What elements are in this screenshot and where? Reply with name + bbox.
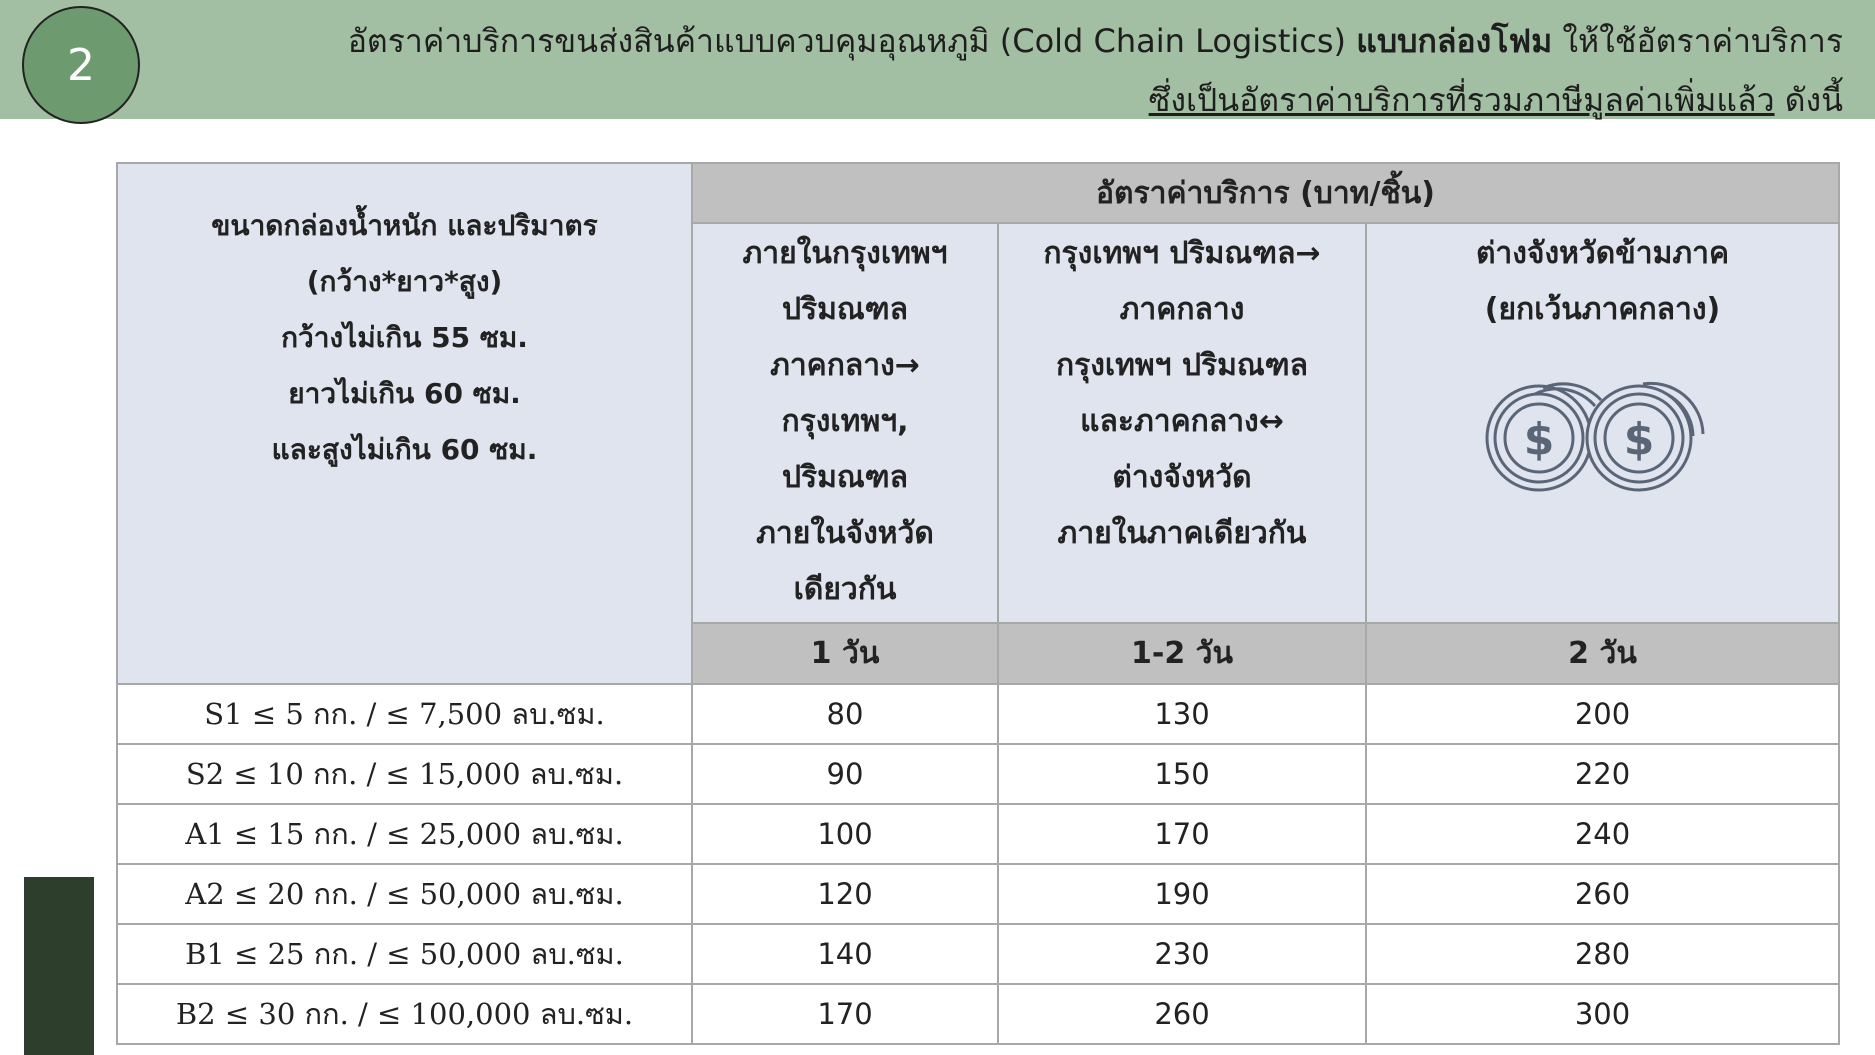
column-header-zone-3 bbox=[1366, 223, 1839, 623]
column-header-line: ภาคกลาง→ bbox=[770, 348, 920, 383]
column-header-line: ภายในกรุงเทพฯ bbox=[742, 236, 948, 271]
title-line-1 bbox=[348, 16, 1843, 67]
table-row bbox=[117, 924, 1839, 984]
left-accent-bar bbox=[24, 877, 94, 1055]
column-header-line: (ยกเว้นภาคกลาง) bbox=[1484, 292, 1721, 327]
rate-cell: 200 bbox=[1366, 684, 1839, 744]
rate-table bbox=[116, 162, 1840, 1045]
column-header-line: ต่างจังหวัด bbox=[1112, 460, 1252, 495]
days-cell-1: 1 วัน bbox=[692, 623, 998, 684]
rate-cell: 140 bbox=[692, 924, 998, 984]
table-row bbox=[117, 684, 1839, 744]
size-cell: B2 ≤ 30 กก. / ≤ 100,000 ลบ.ซม. bbox=[117, 984, 692, 1044]
rate-cell: 280 bbox=[1366, 924, 1839, 984]
size-cell: S1 ≤ 5 กก. / ≤ 7,500 ลบ.ซม. bbox=[117, 684, 692, 744]
title-underlined-text: ซึ่งเป็นอัตราค่าบริการที่รวมภาษีมูลค่าเพิ่มแล้ว bbox=[1148, 81, 1775, 119]
rate-cell: 170 bbox=[998, 804, 1366, 864]
column-header-line: ต่างจังหวัดข้ามภาค bbox=[1475, 236, 1730, 271]
size-cell: B1 ≤ 25 กก. / ≤ 50,000 ลบ.ซม. bbox=[117, 924, 692, 984]
column-header-zone-2 bbox=[998, 223, 1366, 623]
column-header-line: กรุงเทพฯ ปริมณฑล bbox=[1055, 348, 1309, 383]
column-header-line: กรุงเทพฯ ปริมณฑล→ bbox=[1043, 236, 1321, 271]
rate-cell: 120 bbox=[692, 864, 998, 924]
column-header-line: ภายในจังหวัด bbox=[756, 516, 934, 551]
svg-text:$: $ bbox=[1523, 414, 1554, 465]
table-row bbox=[117, 984, 1839, 1044]
rate-cell: 80 bbox=[692, 684, 998, 744]
column-header-line: กรุงเทพฯ, bbox=[781, 404, 909, 439]
rate-cell: 260 bbox=[998, 984, 1366, 1044]
title-text-end: ให้ใช้อัตราค่าบริการ bbox=[1552, 22, 1843, 60]
column-header-line: และภาคกลาง↔ bbox=[1080, 404, 1284, 439]
section-number-badge: 2 bbox=[22, 6, 140, 124]
rate-cell: 150 bbox=[998, 744, 1366, 804]
size-header-line: (กว้าง*ยาว*สูง) bbox=[306, 265, 503, 298]
column-header-line: ปริมณฑล bbox=[781, 292, 909, 327]
coins-dollar-icon bbox=[1483, 370, 1723, 500]
rate-cell: 170 bbox=[692, 984, 998, 1044]
size-cell: A1 ≤ 15 กก. / ≤ 25,000 ลบ.ซม. bbox=[117, 804, 692, 864]
size-header-line: กว้างไม่เกิน 55 ซม. bbox=[281, 321, 528, 354]
title-line-2 bbox=[1149, 75, 1843, 126]
size-header-line: ขนาดกล่องน้ำหนัก และปริมาตร bbox=[211, 209, 598, 242]
table-row bbox=[117, 744, 1839, 804]
rate-cell: 260 bbox=[1366, 864, 1839, 924]
title-text: อัตราค่าบริการขนส่งสินค้าแบบควบคุมอุณหภูมิ (Cold Chain Logistics) bbox=[347, 22, 1357, 60]
rate-cell: 220 bbox=[1366, 744, 1839, 804]
rate-cell: 240 bbox=[1366, 804, 1839, 864]
column-header-line: ปริมณฑล bbox=[781, 460, 909, 495]
rate-cell: 100 bbox=[692, 804, 998, 864]
column-header-line: เดียวกัน bbox=[793, 572, 897, 607]
rate-cell: 230 bbox=[998, 924, 1366, 984]
title-tail-text: ดังนี้ bbox=[1774, 81, 1843, 119]
table-row bbox=[117, 804, 1839, 864]
table-row bbox=[117, 864, 1839, 924]
rate-cell: 190 bbox=[998, 864, 1366, 924]
rate-cell: 130 bbox=[998, 684, 1366, 744]
days-cell-2: 1-2 วัน bbox=[998, 623, 1366, 684]
svg-text:$: $ bbox=[1623, 414, 1654, 465]
title-bold-text: แบบกล่องโฟม bbox=[1356, 22, 1553, 60]
size-cell: S2 ≤ 10 กก. / ≤ 15,000 ลบ.ซม. bbox=[117, 744, 692, 804]
size-header-line: ยาวไม่เกิน 60 ซม. bbox=[288, 377, 521, 410]
size-header-line: และสูงไม่เกิน 60 ซม. bbox=[271, 433, 538, 466]
size-cell: A2 ≤ 20 กก. / ≤ 50,000 ลบ.ซม. bbox=[117, 864, 692, 924]
rate-header-cell: อัตราค่าบริการ (บาท/ชิ้น) bbox=[692, 163, 1839, 223]
rate-cell: 90 bbox=[692, 744, 998, 804]
rate-cell: 300 bbox=[1366, 984, 1839, 1044]
column-header-line: ภาคกลาง bbox=[1119, 292, 1245, 327]
days-cell-3: 2 วัน bbox=[1366, 623, 1839, 684]
size-header-cell bbox=[117, 163, 692, 684]
column-header-line: ภายในภาคเดียวกัน bbox=[1057, 516, 1307, 551]
column-header-zone-1 bbox=[692, 223, 998, 623]
